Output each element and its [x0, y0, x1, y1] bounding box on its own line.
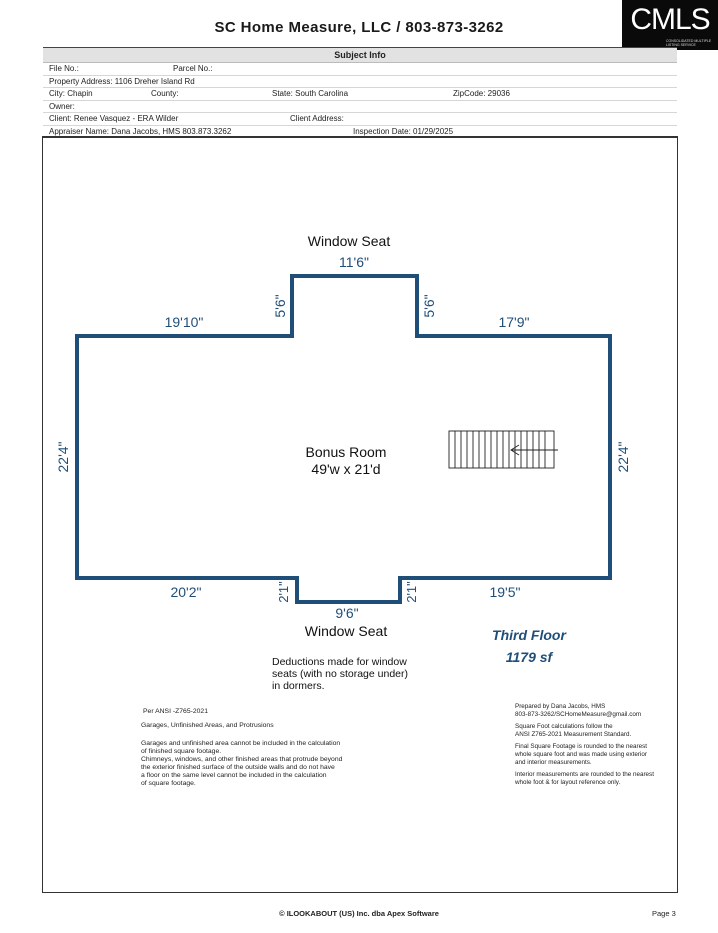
county: County:	[151, 89, 179, 98]
bottom-right-wall-dim: 19'5"	[489, 584, 521, 600]
preparer-line: Final Square Footage is rounded to the nearest	[515, 743, 647, 751]
company-header: SC Home Measure, LLC / 803-873-3262	[214, 19, 504, 36]
zip-code: ZipCode: 29036	[453, 89, 510, 98]
bottom-notch-left-dim: 2'1"	[276, 581, 291, 603]
floor-name: Third Floor	[492, 627, 566, 643]
appraiser-name: Appraiser Name: Dana Jacobs, HMS 803.873.3262	[49, 126, 232, 136]
notch-right-dim: 5'6"	[421, 294, 437, 318]
preparer-line: 803-873-3262/SCHomeMeasure@gmail.com	[515, 710, 642, 718]
copyright-footer: © ILOOKABOUT (US) Inc. dba Apex Software	[279, 909, 439, 918]
city: City: Chapin	[49, 89, 93, 98]
logo-sub-text: CONSOLIDATED MULTIPLE LISTING SERVICE	[666, 39, 712, 47]
subject-info-title: Subject Info	[43, 48, 677, 63]
preparer-line: Square Foot calculations follow the	[515, 723, 613, 731]
bottom-left-wall-dim: 20'2"	[170, 584, 202, 600]
ansi-standard-note: Per ANSI -Z765-2021	[143, 708, 208, 715]
notes-line: the exterior finished surface of the outside walls and do not have	[141, 764, 335, 771]
parcel-no: Parcel No.:	[173, 64, 213, 73]
preparer-line: ANSI Z765-2021 Measurement Standard.	[515, 730, 632, 738]
preparer-line: Prepared by Dana Jacobs, HMS	[515, 703, 606, 710]
top-left-wall-dim: 19'10"	[164, 314, 204, 330]
preparer-line: and interior measurements.	[515, 758, 592, 766]
right-wall-dim: 22'4"	[615, 441, 631, 473]
client: Client: Renee Vasquez - ERA Wilder	[49, 114, 179, 123]
top-window-seat-dim: 11'6"	[339, 254, 369, 270]
inspection-date: Inspection Date: 01/29/2025	[353, 126, 454, 136]
room-outline	[77, 276, 610, 602]
bottom-notch-right-dim: 2'1"	[404, 581, 419, 603]
deduction-note-line: Deductions made for window	[272, 656, 407, 668]
floor-area: 1179 sf	[505, 649, 553, 665]
notes-line: a floor on the same level cannot be included in the calculation	[141, 772, 327, 779]
room-size: 49'w x 21'd	[311, 461, 381, 477]
page-number: Page 3	[652, 909, 676, 918]
state: State: South Carolina	[272, 89, 349, 98]
notes-heading: Garages, Unfinished Areas, and Protrusions	[141, 722, 274, 729]
stairs-icon	[449, 431, 558, 468]
top-window-seat-label: Window Seat	[307, 233, 391, 249]
property-address: Property Address: 1106 Dreher Island Rd	[49, 76, 195, 86]
preparer-line: whole foot & for layout reference only.	[515, 778, 621, 786]
logo-main-text: CMLS	[630, 3, 710, 36]
room-name: Bonus Room	[305, 444, 387, 460]
notes-body	[141, 740, 342, 788]
preparer-notes	[515, 703, 654, 786]
bottom-window-seat-label: Window Seat	[304, 623, 388, 639]
bottom-window-seat-dim: 9'6"	[335, 605, 359, 621]
deduction-note-line: in dormers.	[272, 680, 325, 692]
file-no: File No.:	[49, 64, 79, 73]
preparer-line: whole square foot and was made using exterior	[515, 750, 647, 758]
client-address: Client Address:	[290, 114, 344, 123]
preparer-line: Interior measurements are rounded to the nearest	[515, 771, 654, 779]
notes-line: of finished square footage.	[141, 748, 222, 755]
deduction-note-line: seats (with no storage under)	[272, 668, 408, 680]
notes-line: Garages and unfinished area cannot be included in the calculation	[141, 740, 341, 747]
notes-line: Chimneys, windows, and other finished areas that protrude beyond	[141, 756, 343, 763]
owner: Owner:	[49, 101, 75, 111]
top-right-wall-dim: 17'9"	[498, 314, 530, 330]
left-wall-dim: 22'4"	[55, 441, 71, 473]
notch-left-dim: 5'6"	[272, 294, 288, 318]
notes-line: of square footage.	[141, 780, 196, 787]
